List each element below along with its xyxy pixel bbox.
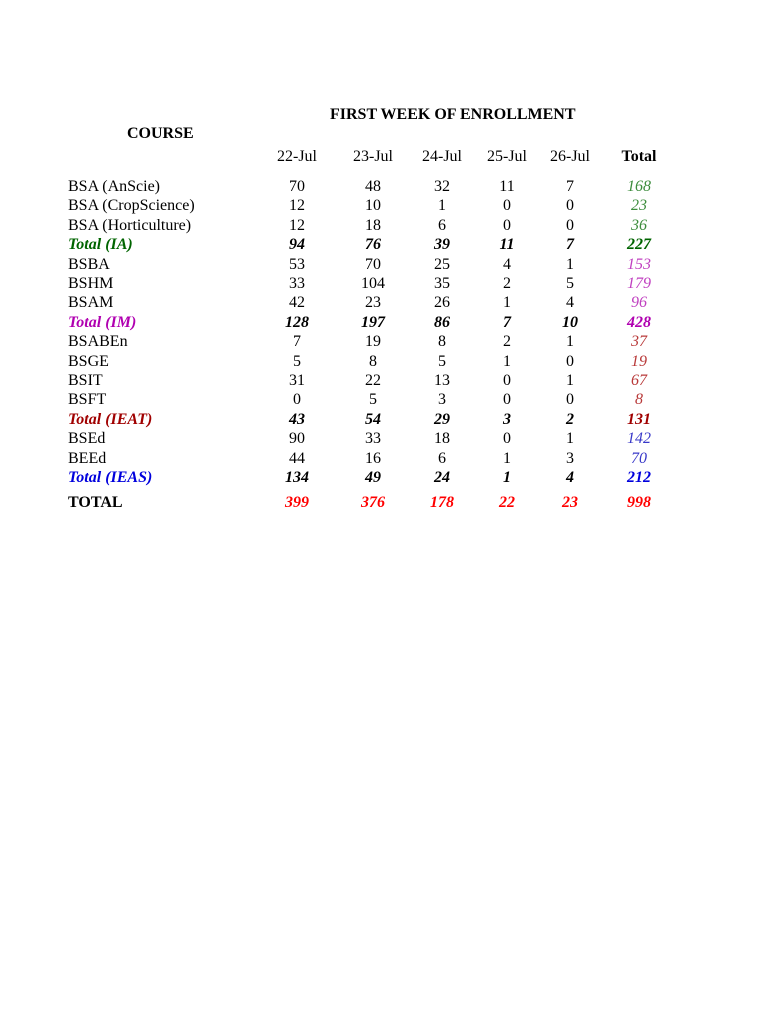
grand-total-overall: 998 [627, 494, 651, 511]
course-label: BSFT [68, 391, 107, 409]
day-count-cell: 39 [434, 236, 450, 254]
day-count-cell: 76 [365, 236, 381, 254]
day-count-cell: 31 [289, 372, 305, 389]
day-count-cell: 42 [289, 294, 305, 312]
row-total-cell: 212 [627, 469, 651, 486]
course-label: BEEd [68, 449, 107, 467]
grand-total-row [0, 493, 768, 512]
grand-total-label: TOTAL [68, 494, 123, 511]
day-count-cell: 19 [365, 333, 381, 351]
day-count-cell: 54 [365, 410, 381, 428]
column-header-jul25: 25-Jul [487, 148, 527, 165]
course-column-header: COURSE [127, 125, 194, 142]
course-label: BSIT [68, 372, 103, 389]
grand-total-jul26: 23 [562, 494, 578, 511]
column-header-total: Total [621, 148, 657, 165]
day-count-cell: 11 [499, 236, 515, 254]
day-count-cell: 0 [566, 216, 574, 234]
day-count-cell: 1 [566, 430, 574, 448]
day-count-cell: 6 [438, 216, 446, 234]
row-total-cell: 19 [631, 352, 647, 370]
table-row [0, 196, 768, 215]
row-total-cell: 227 [627, 236, 651, 254]
day-count-cell: 197 [361, 313, 385, 331]
day-count-cell: 7 [566, 178, 574, 195]
day-count-cell: 1 [503, 294, 511, 312]
day-count-cell: 32 [434, 178, 450, 195]
subtotal-row [0, 410, 768, 429]
subtotal-label: Total (IEAT) [68, 410, 153, 428]
day-count-cell: 128 [285, 313, 309, 331]
grand-total-jul24: 178 [430, 494, 454, 511]
table-row [0, 216, 768, 235]
sheet-title: FIRST WEEK OF ENROLLMENT [330, 106, 576, 123]
course-label: BSAM [68, 294, 114, 312]
day-count-cell: 0 [503, 216, 511, 234]
day-count-cell: 5 [438, 352, 446, 370]
day-count-cell: 5 [566, 275, 574, 292]
day-count-cell: 8 [369, 352, 377, 370]
day-count-cell: 0 [566, 391, 574, 409]
day-count-cell: 94 [289, 236, 305, 254]
day-count-cell: 8 [438, 333, 446, 351]
day-count-cell: 70 [365, 255, 381, 273]
row-total-cell: 70 [631, 449, 647, 467]
grand-total-jul22: 399 [285, 494, 309, 511]
day-count-cell: 1 [566, 333, 574, 351]
day-count-cell: 33 [289, 275, 305, 292]
course-label: BSA (CropScience) [68, 197, 195, 215]
subtotal-label: Total (IEAS) [68, 469, 153, 486]
course-label: BSBA [68, 255, 110, 273]
day-count-cell: 13 [434, 372, 450, 389]
row-total-cell: 67 [631, 372, 647, 389]
day-count-cell: 1 [503, 352, 511, 370]
day-count-cell: 1 [503, 449, 511, 467]
day-count-cell: 48 [365, 178, 381, 195]
day-count-cell: 2 [503, 333, 511, 351]
day-count-cell: 6 [438, 449, 446, 467]
day-count-cell: 0 [503, 391, 511, 409]
day-count-cell: 134 [285, 469, 309, 486]
row-total-cell: 168 [627, 178, 651, 195]
day-count-cell: 4 [566, 469, 574, 486]
row-total-cell: 153 [627, 255, 651, 273]
day-count-cell: 0 [566, 197, 574, 215]
day-count-cell: 12 [289, 197, 305, 215]
table-row [0, 293, 768, 312]
table-row [0, 274, 768, 293]
day-count-cell: 0 [503, 372, 511, 389]
row-total-cell: 96 [631, 294, 647, 312]
day-count-cell: 0 [566, 352, 574, 370]
day-count-cell: 11 [499, 178, 515, 195]
row-total-cell: 23 [631, 197, 647, 215]
day-count-cell: 24 [434, 469, 450, 486]
course-label: BSEd [68, 430, 106, 448]
row-total-cell: 37 [631, 333, 647, 351]
column-header-jul22: 22-Jul [277, 148, 317, 165]
day-count-cell: 90 [289, 430, 305, 448]
day-count-cell: 3 [503, 410, 511, 428]
day-count-cell: 0 [503, 430, 511, 448]
day-count-cell: 12 [289, 216, 305, 234]
column-header-jul26: 26-Jul [550, 148, 590, 165]
day-count-cell: 3 [566, 449, 574, 467]
grand-total-jul25: 22 [499, 494, 515, 511]
day-count-cell: 18 [434, 430, 450, 448]
day-count-cell: 7 [503, 313, 511, 331]
table-row [0, 371, 768, 390]
subtotal-row [0, 235, 768, 254]
row-total-cell: 179 [627, 275, 651, 292]
day-count-cell: 7 [566, 236, 574, 254]
grand-total-jul23: 376 [361, 494, 385, 511]
row-total-cell: 8 [635, 391, 643, 409]
day-count-cell: 2 [566, 410, 574, 428]
day-count-cell: 43 [289, 410, 305, 428]
column-header-jul24: 24-Jul [422, 148, 462, 165]
day-count-cell: 0 [503, 197, 511, 215]
day-count-cell: 1 [566, 255, 574, 273]
course-label: BSABEn [68, 333, 128, 351]
course-label: BSHM [68, 275, 114, 292]
day-count-cell: 70 [289, 178, 305, 195]
row-total-cell: 36 [631, 216, 647, 234]
table-row [0, 352, 768, 371]
row-total-cell: 142 [627, 430, 651, 448]
row-total-cell: 428 [627, 313, 651, 331]
day-count-cell: 22 [365, 372, 381, 389]
day-count-cell: 44 [289, 449, 305, 467]
day-count-cell: 33 [365, 430, 381, 448]
day-count-cell: 18 [365, 216, 381, 234]
column-header-jul23: 23-Jul [353, 148, 393, 165]
day-count-cell: 86 [434, 313, 450, 331]
day-count-cell: 10 [562, 313, 578, 331]
day-count-cell: 7 [293, 333, 301, 351]
table-row [0, 177, 768, 196]
day-count-cell: 16 [365, 449, 381, 467]
day-count-cell: 2 [503, 275, 511, 292]
row-total-cell: 131 [627, 410, 651, 428]
day-count-cell: 1 [566, 372, 574, 389]
subtotal-row [0, 313, 768, 332]
day-count-cell: 29 [434, 410, 450, 428]
day-count-cell: 1 [503, 469, 511, 486]
course-label: BSA (AnScie) [68, 178, 160, 195]
day-count-cell: 53 [289, 255, 305, 273]
subtotal-row [0, 468, 768, 487]
day-count-cell: 0 [293, 391, 301, 409]
day-count-cell: 23 [365, 294, 381, 312]
subtotal-label: Total (IM) [68, 313, 137, 331]
table-row [0, 332, 768, 351]
day-count-cell: 49 [365, 469, 381, 486]
course-label: BSA (Horticulture) [68, 216, 192, 234]
day-count-cell: 5 [369, 391, 377, 409]
day-count-cell: 10 [365, 197, 381, 215]
day-count-cell: 25 [434, 255, 450, 273]
day-count-cell: 1 [438, 197, 446, 215]
day-count-cell: 26 [434, 294, 450, 312]
table-row [0, 429, 768, 448]
day-count-cell: 5 [293, 352, 301, 370]
day-count-cell: 35 [434, 275, 450, 292]
day-count-cell: 4 [503, 255, 511, 273]
course-label: BSGE [68, 352, 109, 370]
table-row [0, 255, 768, 274]
subtotal-label: Total (IA) [68, 236, 133, 254]
day-count-cell: 104 [361, 275, 385, 292]
table-row [0, 449, 768, 468]
day-count-cell: 4 [566, 294, 574, 312]
table-row [0, 390, 768, 409]
day-count-cell: 3 [438, 391, 446, 409]
